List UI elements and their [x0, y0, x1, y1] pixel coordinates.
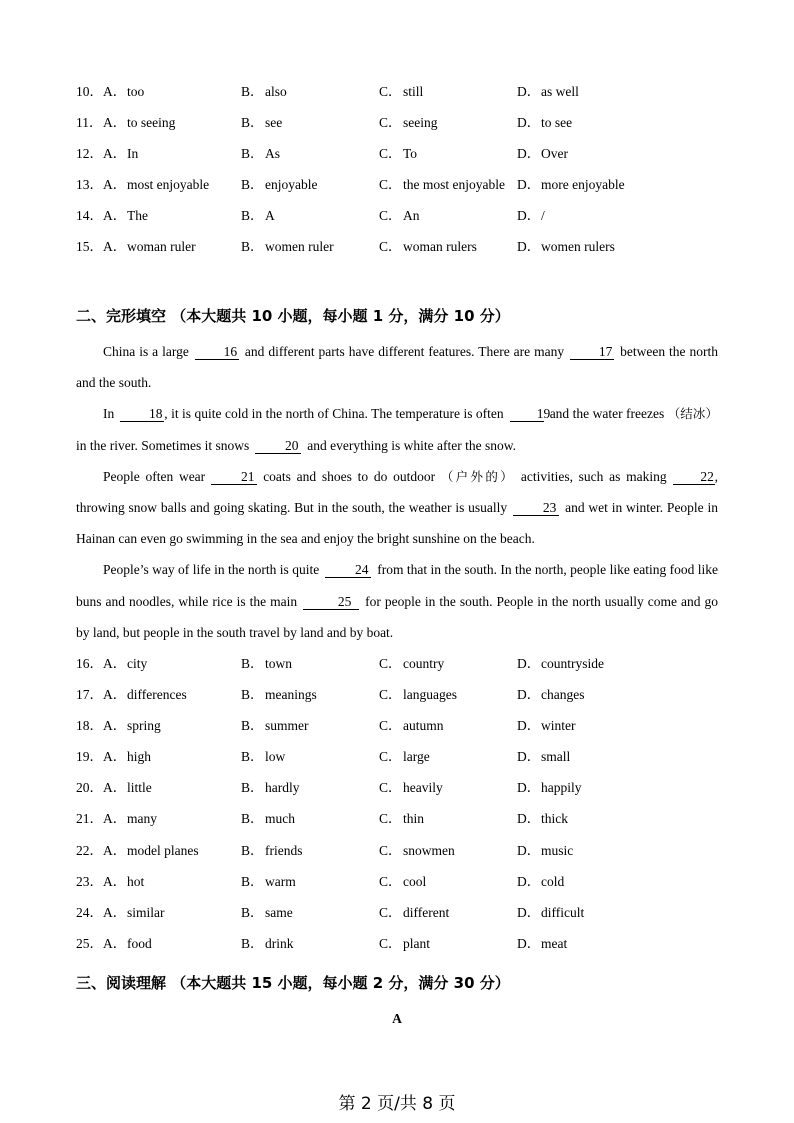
option-b: B．friends [241, 843, 303, 858]
option-a: A．too [103, 84, 145, 99]
option-b: B．see [241, 115, 283, 130]
option-c: C．seeing [379, 115, 438, 130]
option-d: D．difficult [517, 905, 585, 920]
question-number: 13． [76, 177, 103, 192]
option-a: A．In [103, 146, 139, 161]
question-number: 18． [76, 718, 103, 733]
question-number: 15． [76, 239, 103, 254]
blank-24: 24 [325, 562, 371, 578]
option-d: D．women rulers [517, 239, 615, 254]
option-d: D．/ [517, 208, 545, 223]
question-number: 16． [76, 656, 103, 671]
option-b: B．A [241, 208, 275, 223]
blank-22: 22 [673, 469, 715, 485]
option-c: C．large [379, 749, 430, 764]
blank-21: 21 [211, 469, 257, 485]
question-number: 12． [76, 146, 103, 161]
option-c: C．autumn [379, 718, 444, 733]
option-b: B．meanings [241, 687, 317, 702]
blank-23: 23 [513, 500, 559, 516]
option-c: C．thin [379, 811, 425, 826]
option-d: D．thick [517, 811, 568, 826]
option-d: D．happily [517, 780, 582, 795]
option-c: C．the most enjoyable [379, 177, 505, 192]
question-number: 25． [76, 936, 103, 951]
option-a: A．little [103, 780, 152, 795]
option-c: C．woman rulers [379, 239, 477, 254]
option-a: A．similar [103, 905, 165, 920]
question-number: 21． [76, 811, 103, 826]
option-a: A．most enjoyable [103, 177, 210, 192]
option-c: C．cool [379, 874, 427, 889]
passage-paragraph-4: People’s way of life in the north is quite 24 from that in the south. In the north, people like eating food like buns and noodles, while rice is the main 25 for people in the south. People in the north usually come and go by land, but people in the south travel by land and by boat. [76, 562, 719, 640]
option-b: B．As [241, 146, 281, 161]
option-c: C．An [379, 208, 420, 223]
option-a: A．hot [103, 874, 145, 889]
question-number: 17． [76, 687, 103, 702]
option-b: B．low [241, 749, 286, 764]
option-a: A．high [103, 749, 152, 764]
section-3-heading: 三、阅读理解 （本大题共 15 小题，每小题 2 分，满分 30 分） [76, 974, 510, 992]
option-d: D．music [517, 843, 574, 858]
option-a: A．model planes [103, 843, 199, 858]
option-b: B．enjoyable [241, 177, 318, 192]
option-c: C．To [379, 146, 418, 161]
blank-18: 18 [120, 406, 164, 422]
question-number: 14． [76, 208, 103, 223]
option-b: B．summer [241, 718, 309, 733]
option-b: B．women ruler [241, 239, 334, 254]
option-d: D．small [517, 749, 571, 764]
option-a: A．The [103, 208, 148, 223]
option-d: D．cold [517, 874, 565, 889]
option-b: B．much [241, 811, 295, 826]
option-b: B．also [241, 84, 287, 99]
option-d: D．to see [517, 115, 573, 130]
passage-paragraph-2: In 18 , it is quite cold in the north of China. The temperature is often 19and the water freezes （结冰） in the river. Sometimes it snows 20 and everything is white after the snow. [76, 406, 718, 453]
option-c: C．plant [379, 936, 430, 951]
option-c: C．country [379, 656, 445, 671]
section-2-heading: 二、完形填空 （本大题共 10 小题，每小题 1 分，满分 10 分） [76, 307, 510, 325]
option-c: C．different [379, 905, 450, 920]
blank-19: 19 [510, 406, 544, 422]
option-a: A．to seeing [103, 115, 176, 130]
option-c: C．heavily [379, 780, 443, 795]
option-d: D．changes [517, 687, 585, 702]
blank-16: 16 [195, 344, 239, 360]
option-a: A．food [103, 936, 152, 951]
question-number: 24． [76, 905, 103, 920]
option-d: D．as well [517, 84, 579, 99]
blank-25: 25 [303, 594, 359, 610]
option-a: A．city [103, 656, 148, 671]
blank-17: 17 [570, 344, 614, 360]
option-a: A．woman ruler [103, 239, 196, 254]
option-c: C．still [379, 84, 424, 99]
option-c: C．snowmen [379, 843, 455, 858]
option-d: D．meat [517, 936, 568, 951]
option-b: B．town [241, 656, 292, 671]
option-a: A．spring [103, 718, 161, 733]
option-b: B．hardly [241, 780, 300, 795]
option-b: B．warm [241, 874, 296, 889]
option-d: D．winter [517, 718, 576, 733]
option-d: D．more enjoyable [517, 177, 625, 192]
option-b: B．same [241, 905, 293, 920]
reading-subsection-label: A [392, 1011, 402, 1026]
option-a: A．many [103, 811, 157, 826]
question-number: 23． [76, 874, 103, 889]
passage-paragraph-3: People often wear 21 coats and shoes to do outdoor （户外的） activities, such as making 22, throwing snow balls and going skating. But in the south, the weather is usually 23 and wet in winter. People in Hainan can even go swimming in the sea and enjoy the bright sunshine on the beach. [76, 468, 719, 547]
option-d: D．Over [517, 146, 568, 161]
option-d: D．countryside [517, 656, 604, 671]
question-number: 22． [76, 843, 103, 858]
question-number: 11． [76, 115, 103, 130]
option-c: C．languages [379, 687, 457, 702]
question-number: 20． [76, 780, 103, 795]
question-number: 19． [76, 749, 103, 764]
page-number: 第 2 页/共 8 页 [338, 1094, 456, 1114]
option-a: A．differences [103, 687, 187, 702]
blank-20: 20 [255, 438, 301, 454]
option-b: B．drink [241, 936, 294, 951]
question-number: 10． [76, 84, 103, 99]
cloze-passage [76, 336, 718, 648]
passage-paragraph-1: China is a large 16 and different parts have different features. There are many 17 between the north and the south. [76, 344, 719, 391]
